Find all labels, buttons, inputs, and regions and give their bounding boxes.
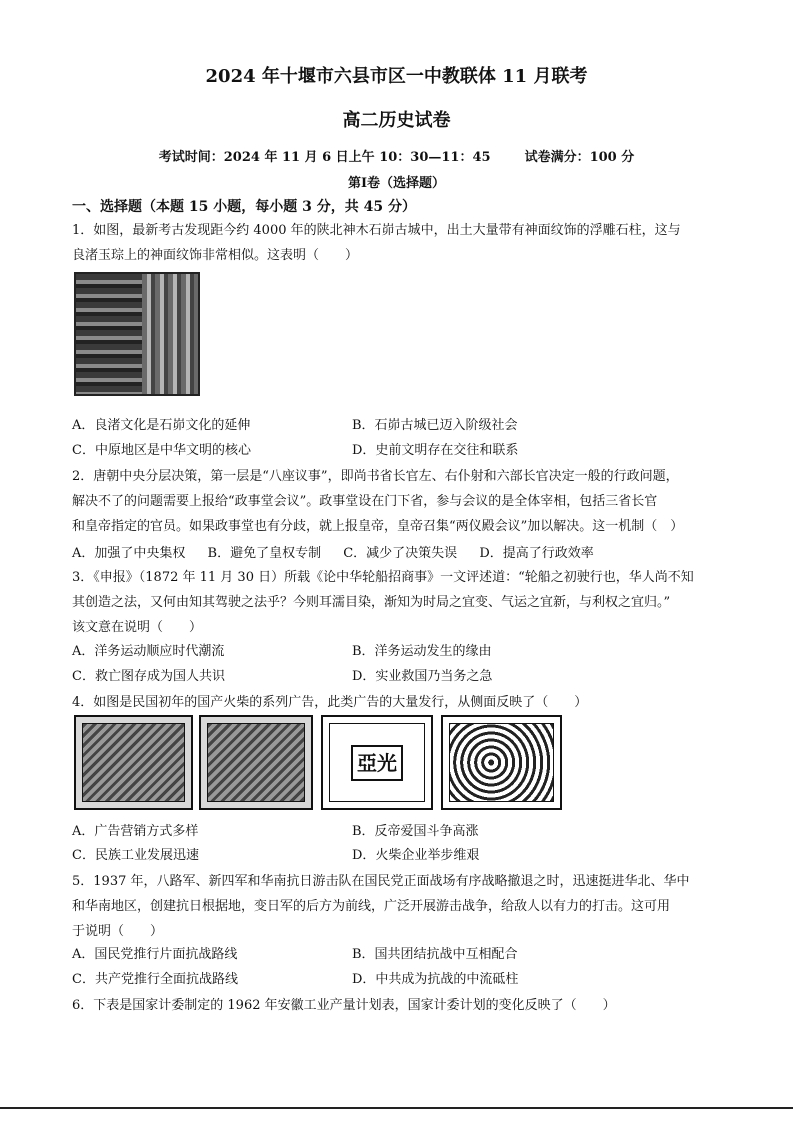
q1-option-b[interactable]: B．石峁古城已迈入阶级社会 [352, 418, 518, 433]
q1-stem-line-1: 1．如图，最新考古发现距今约 4000 年的陕北神木石峁古城中，出土大量带有神面纹饰的浮雕石柱，这与 [72, 223, 681, 238]
q5-option-d[interactable]: D．中共成为抗战的中流砥柱 [352, 972, 519, 987]
q4-option-c[interactable]: C．民族工业发展迅速 [72, 848, 199, 863]
matchbox-ad-3 [321, 715, 433, 810]
q2-options [72, 542, 612, 561]
q2-option-b[interactable]: B．避免了皇权专制 [207, 546, 322, 561]
q1-option-c[interactable]: C．中原地区是中华文明的核心 [72, 443, 251, 458]
q3-stem-line-2: 其创造之法，又何由知其驾驶之法乎？今则耳濡目染，渐知为时局之宜变、气运之宜新，与利权之宜归。” [72, 595, 671, 610]
q2-stem-line-1: 2．唐朝中央分层决策，第一层是“八座议事”，即尚书省长官左、右仆射和六部长官决定一般的行政问题， [72, 469, 679, 484]
q4-option-b[interactable]: B．反帝爱国斗争高涨 [352, 824, 479, 839]
q2-stem-line-2: 解决不了的问题需要上报给“政事堂会议”。政事堂设在门下省，参与会议的是全体宰相，包括三省长官 [72, 494, 658, 509]
exam-subtitle: 高二历史试卷 [342, 110, 451, 131]
q3-option-d[interactable]: D．实业救国乃当务之急 [352, 669, 493, 684]
q1-option-d[interactable]: D．史前文明存在交往和联系 [352, 443, 519, 458]
q3-stem-line-1: 3．《申报》（1872 年 11 月 30 日）所载《论中华轮船招商事》一文评述道：“轮船之初驶行也，华人尚不知 [72, 570, 694, 585]
q5-stem-line-2: 和华南地区，创建抗日根据地，变日军的后方为前线，广泛开展游击战争，给敌人以有力的打击。这可用 [72, 899, 671, 914]
q4-option-a[interactable]: A．广告营销方式多样 [72, 824, 199, 839]
q1-stem-line-2: 良渚玉琮上的神面纹饰非常相似。这表明（ ） [72, 248, 359, 263]
q5-option-a[interactable]: A．国民党推行片面抗战路线 [72, 947, 238, 962]
q5-option-b[interactable]: B．国共团结抗战中互相配合 [352, 947, 518, 962]
q1-stone-pillar-image [74, 272, 200, 396]
volume-heading: 第Ⅰ卷（选择题） [347, 176, 446, 191]
q1-option-a[interactable]: A．良渚文化是石峁文化的延伸 [72, 418, 251, 433]
q4-stem-line-1: 4．如图是民国初年的国产火柴的系列广告，此类广告的大量发行，从侧面反映了（ ） [72, 695, 588, 710]
q5-option-c[interactable]: C．共产党推行全面抗战路线 [72, 972, 238, 987]
matchbox-ad-4 [441, 715, 562, 810]
section-heading: 一、选择题（本题 15 小题，每小题 3 分，共 45 分） [72, 199, 416, 215]
q3-option-a[interactable]: A．洋务运动顺应时代潮流 [72, 644, 225, 659]
q4-option-d[interactable]: D．火柴企业举步维艰 [352, 848, 480, 863]
q2-stem-line-3: 和皇帝指定的官员。如果政事堂也有分歧，就上报皇帝，皇帝召集“两仪殿会议”加以解决。这一机制（ ） [72, 519, 684, 534]
q2-option-c[interactable]: C．减少了决策失误 [343, 546, 458, 561]
shimao-stone-relief [76, 274, 142, 394]
q6-stem-line-1: 6．下表是国家计委制定的 1962 年安徽工业产量计划表，国家计委计划的变化反映了（ ） [72, 998, 616, 1013]
exam-title: 2024 年十堰市六县市区一中教联体 11 月联考 [205, 66, 588, 87]
q3-stem-line-3: 该文意在说明（ ） [72, 620, 203, 635]
matchbox-ad-2 [199, 715, 313, 810]
matchbox-ad-3-label: 亞光 [351, 745, 403, 781]
full-score: 试卷满分：100 分 [524, 150, 635, 165]
page-bottom-rule [0, 1107, 793, 1109]
liangzhu-jade-relief [142, 274, 198, 394]
q3-option-c[interactable]: C．救亡图存成为国人共识 [72, 669, 225, 684]
exam-meta [0, 146, 793, 165]
exam-time: 考试时间：2024 年 11 月 6 日上午 10：30—11：45 [158, 150, 491, 165]
q5-stem-line-3: 于说明（ ） [72, 924, 164, 939]
matchbox-ad-1 [74, 715, 193, 810]
q3-option-b[interactable]: B．洋务运动发生的缘由 [352, 644, 492, 659]
q5-stem-line-1: 5．1937 年，八路军、新四军和华南抗日游击队在国民党正面战场有序战略撤退之时，迅速挺进华北、华中 [72, 874, 690, 889]
q4-matchbox-ads [74, 715, 564, 810]
q2-option-a[interactable]: A．加强了中央集权 [72, 546, 186, 561]
q2-option-d[interactable]: D．提高了行政效率 [479, 546, 594, 561]
